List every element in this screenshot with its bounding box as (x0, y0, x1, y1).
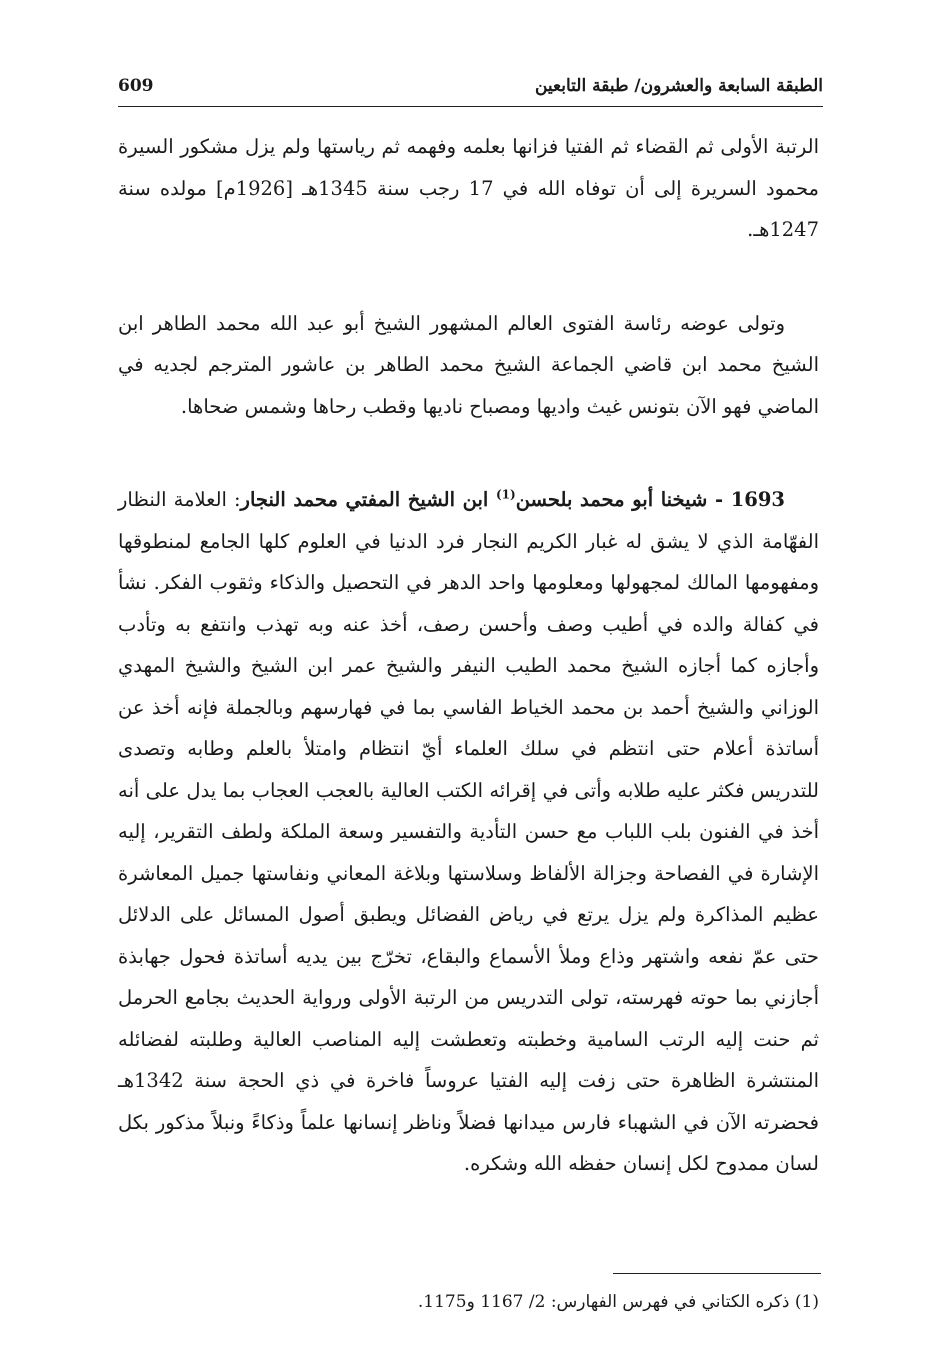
entry-1693 (118, 479, 819, 1185)
paragraph-continuation: الرتبة الأولى ثم القضاء ثم الفتيا فزانها بعلمه وفهمه ثم رياستها ولم يزل مشكور السيرة محمود السريرة إلى أن توفاه الله في 17 رجب سنة 1345هـ [1926م] مولده سنة 1247هـ. (118, 135, 820, 241)
footnotes (118, 1288, 819, 1316)
page-number: 609 (118, 76, 154, 96)
entry-heading: 1693 - شيخنا أبو محمد بلحسن$^{(1)}$ ابن الشيخ المفتي محمد النجار (240, 487, 785, 511)
footnote-divider (613, 1273, 821, 1274)
footnote-ref[interactable]: (1) (495, 487, 516, 502)
page-header (118, 66, 823, 107)
paragraph-successor: وتولى عوضه رئاسة الفتوى العالم المشهور الشيخ أبو عبد الله محمد الطاهر ابن الشيخ محمد ابن قاضي الجماعة الشيخ محمد الطاهر بن عاشور المترجم لجديه في الماضي فهو الآن بتونس غيث واديها ومصباح ناديها وقطب رحاها وشمس ضحاها. (118, 311, 819, 418)
entry-body: : العلامة النظار الفهّامة الذي لا يشق له غبار الكريم النجار فرد الدنيا في العلوم كلها الجامع لمنطوقها ومفهومها المالك لمجهولها ومعلومها واحد الدهر في التحصيل والذكاء وثقوب الفكر. نشأ في كفالة والده في أطيب وصف وأحسن رصف، أخذ عنه وبه تهذب وانتفع به وتأدب وأجازه كما أجازه الشيخ محمد الطيب النيفر والشيخ عمر ابن الشيخ والشيخ المهدي الوزاني والشيخ أحمد بن محمد الخياط الفاسي بما في فهارسهم وبالجملة فإنه أخذ عن أساتذة أعلام حتى انتظم في سلك العلماء أيّ انتظام وامتلأ بالعلم وطابه وتصدى للتدريس فكثر عليه طلابه وأتى في إقرائه الكتب العالية بالعجب العجاب بما يدل على أنه أخذ في الفنون بلب اللباب مع حسن التأدية والتفسير وسعة الملكة ولطف التقرير، إليه الإشارة في الفصاحة وجزالة الألفاظ وسلاستها وبلاغة المعاني ونفاستها جميل المعاشرة عظيم المذاكرة ولم يزل يرتع في رياض الفضائل ويطبق أصول المسائل على الدلائل حتى عمّ نفعه واشتهر وذاع وملأ الأسماع والبقاع، تخرّج بين يديه أساتذة فحول جهابذة أجازني بما حوته فهرسته، تولى التدريس من الرتبة الأولى ورواية الحديث بجامع الحرمل ثم حنت إليه الرتب السامية وخطبته وتعطشت إليه المناصب العالية وطلبته لفضائله المنتشرة الظاهرة حتى زفت إليه الفتيا عروساً فاخرة في ذي الحجة سنة 1342هـ فحضرته الآن في الشهباء فارس ميدانها فضلاً وناظر إنسانها علماً وذكاءً ونبلاً مذكور بكل لسان ممدوح لكل إنسان حفظه الله وشكره. (118, 488, 819, 1175)
running-title: الطبقة السابعة والعشرون/ طبقة التابعين (534, 76, 823, 96)
main-text (118, 126, 819, 1185)
footnote-1: (1) ذكره الكتاني في فهرس الفهارس: 2/ 1167 و1175. (417, 1292, 819, 1312)
